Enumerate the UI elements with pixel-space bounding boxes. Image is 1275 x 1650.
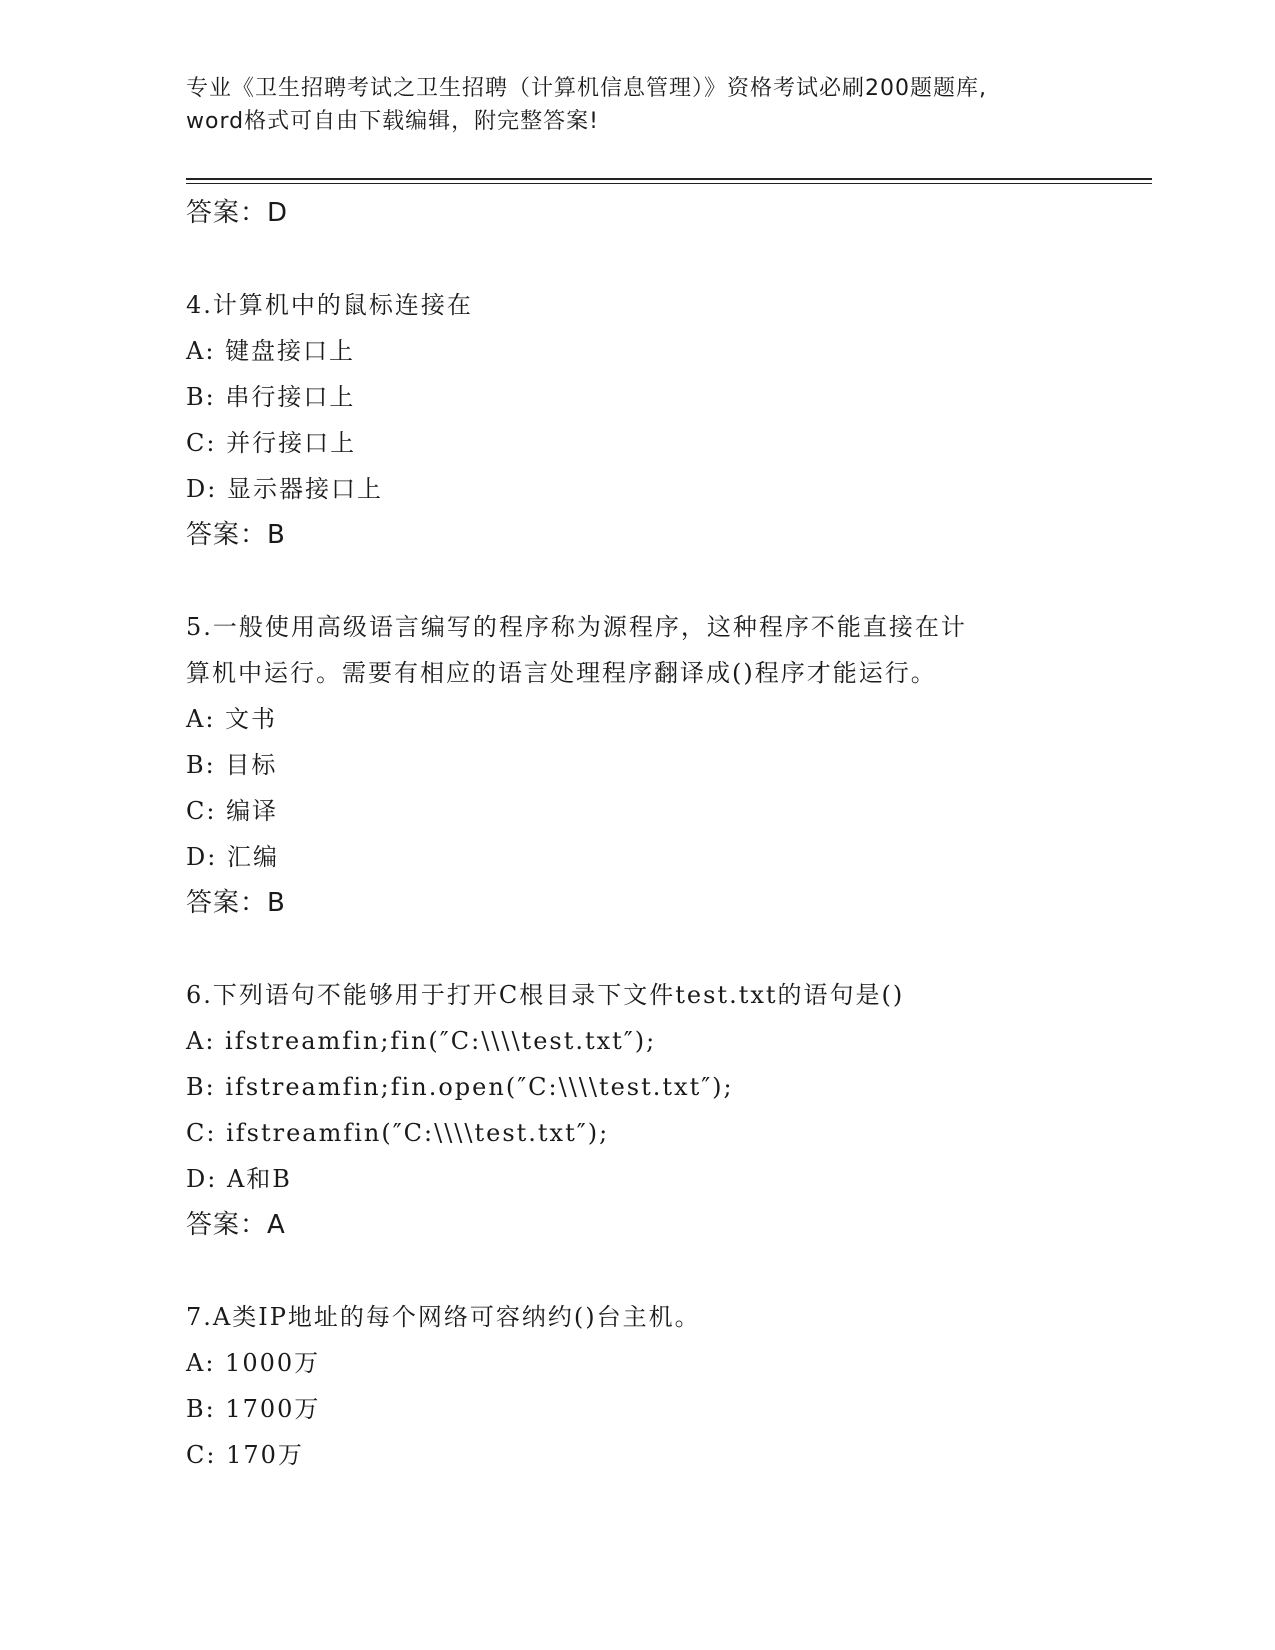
option-a: A: 1000万	[186, 1349, 321, 1377]
option-c: C: 170万	[186, 1441, 304, 1469]
option-b: B: ifstreamfin;fin.open(″C:\\\\test.txt″);	[186, 1073, 734, 1101]
option-b: B: 目标	[186, 751, 278, 779]
option-a: A: 键盘接口上	[186, 337, 356, 365]
answer-label: 答案：B	[186, 888, 286, 918]
question-block	[186, 604, 1146, 926]
spacer	[186, 558, 1146, 604]
option-c: C: 编译	[186, 797, 279, 825]
option-c: C: ifstreamfin(″C:\\\\test.txt″);	[186, 1119, 610, 1147]
spacer	[186, 236, 1146, 282]
option-c: C: 并行接口上	[186, 429, 357, 457]
question-stem: 7.A类IP地址的每个网络可容纳约()台主机。	[186, 1303, 701, 1331]
answer-label: 答案：A	[186, 1210, 286, 1240]
question-stem-continued: 算机中运行。需要有相应的语言处理程序翻译成()程序才能运行。	[186, 659, 937, 687]
header-line-1: 专业《卫生招聘考试之卫生招聘（计算机信息管理）》资格考试必刷200题题库,	[186, 76, 987, 101]
spacer	[186, 926, 1146, 972]
answer-label: 答案：D	[186, 198, 289, 228]
option-d: D: A和B	[186, 1165, 292, 1193]
question-stem: 6.下列语句不能够用于打开C根目录下文件test.txt的语句是()	[186, 981, 905, 1009]
question-block	[186, 282, 1146, 558]
header-rule-thick	[186, 178, 1152, 180]
option-a: A: 文书	[186, 705, 278, 733]
option-d: D: 显示器接口上	[186, 475, 383, 503]
question-block	[186, 1294, 1146, 1478]
question-list	[186, 190, 1146, 1478]
option-a: A: ifstreamfin;fin(″C:\\\\test.txt″);	[186, 1027, 657, 1055]
header-line-2: word格式可自由下载编辑，附完整答案!	[186, 109, 599, 134]
option-b: B: 1700万	[186, 1395, 321, 1423]
header-rule-thin	[186, 183, 1152, 184]
option-b: B: 串行接口上	[186, 383, 356, 411]
question-stem: 4.计算机中的鼠标连接在	[186, 291, 473, 319]
spacer	[186, 1248, 1146, 1294]
question-block	[186, 972, 1146, 1248]
option-d: D: 汇编	[186, 843, 279, 871]
page-header	[186, 72, 1146, 138]
answer-label: 答案：B	[186, 520, 286, 550]
question-stem: 5.一般使用高级语言编写的程序称为源程序，这种程序不能直接在计	[186, 613, 967, 641]
